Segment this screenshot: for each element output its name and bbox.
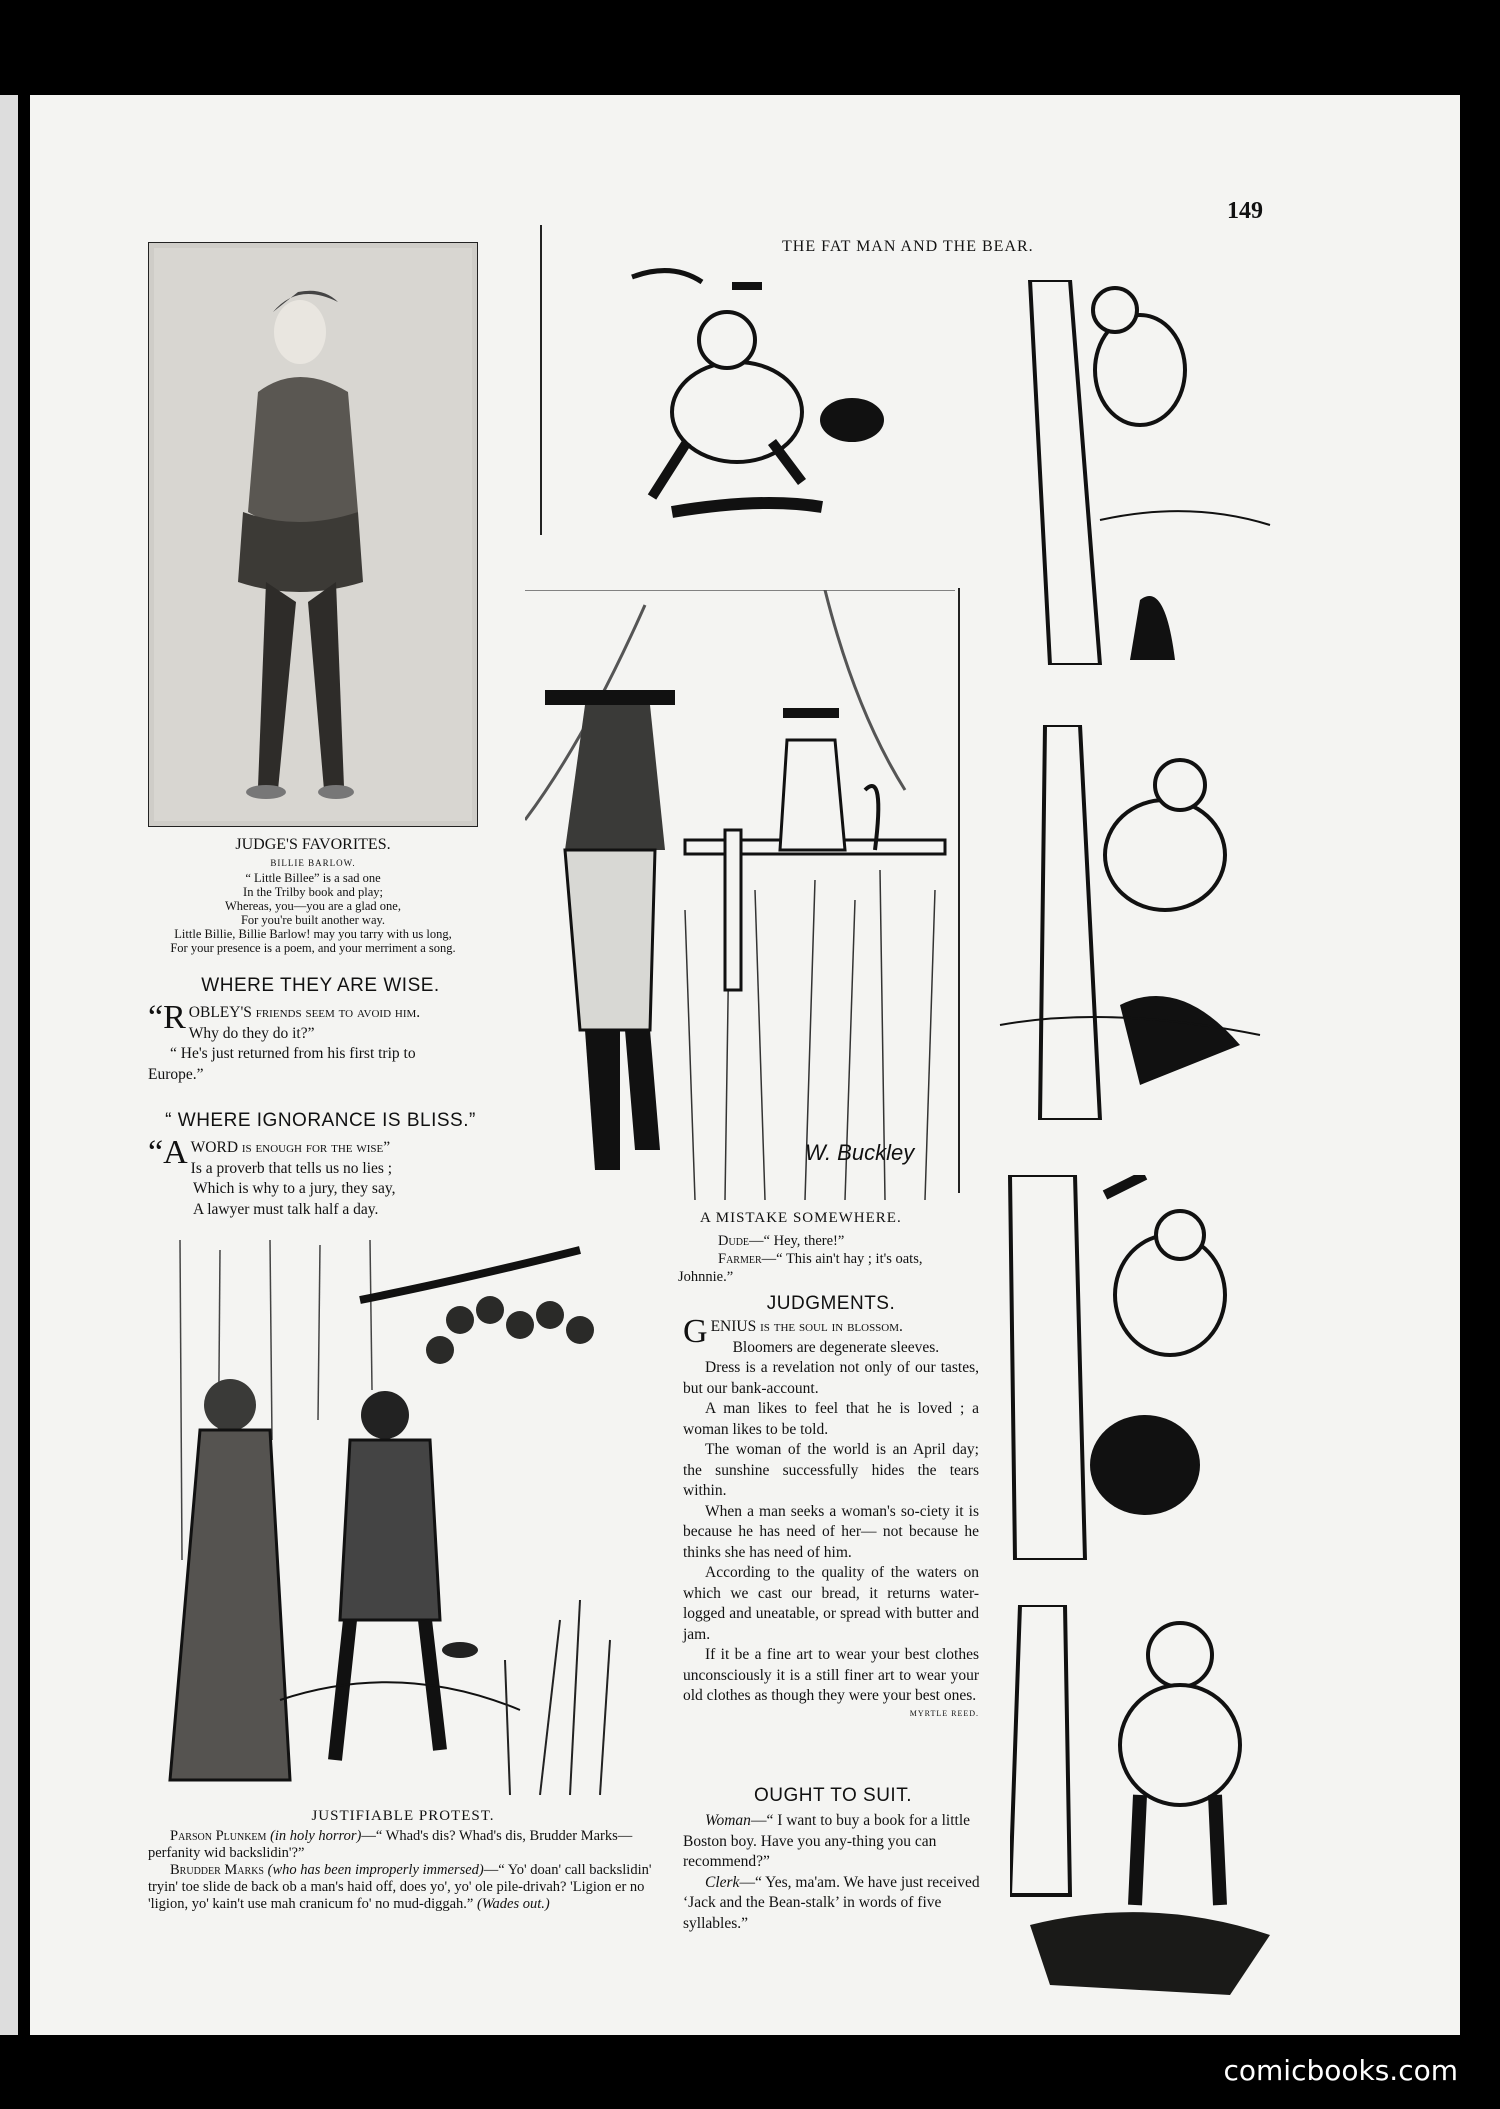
judges-favorites-title: JUDGE'S FAVORITES. [235,836,391,853]
cartoon-series-title: THE FAT MAN AND THE BEAR. [782,238,1034,255]
ought-to-suit [683,1785,983,1934]
drop-cap: G [683,1313,708,1350]
watermark: comicbooks.com [1223,2054,1458,2087]
fat-man-victorious-cartoon [1010,1605,1285,1995]
text-line: Why do they do it?” [188,1024,315,1042]
paragraph: A man likes to feel that he is loved ; a woman likes to be told. [683,1400,979,1438]
speaker-label: Woman [705,1812,751,1829]
poem-line: For you're built another way. [240,913,386,927]
cartoon-caption-title: A MISTAKE SOMEWHERE. [700,1210,902,1226]
dialogue-text: —“ Whad's dis? Whad's dis, Brudder Marks—perfanity wid backslidin'?” [148,1828,633,1861]
text-line: OBLEY'S friends seem to avoid him. [188,1004,421,1021]
speaker-label: Dude [718,1233,750,1249]
poem-line: “ Little Billee” is a sad one [245,871,381,885]
dialogue-text: —“ I want to buy a book for a little Boston boy. Have you any-thing you can recommend?” [683,1812,971,1870]
facing-page-edge [0,95,18,2035]
cartoon-caption-title: JUSTIFIABLE PROTEST. [311,1808,495,1824]
column-rule [958,588,960,1193]
section-heading: JUDGMENTS. [766,1293,896,1314]
verse-line: Is a proverb that tells us no lies ; [190,1159,393,1177]
paragraph: Dress is a revelation not only of our tastes, but our bank-account. [683,1359,979,1397]
fat-man-falling-cartoon [1005,1175,1275,1560]
speaker-label: Clerk [705,1873,740,1891]
speaker-label: Parson Plunkem [170,1828,267,1844]
drop-cap: “A [148,1134,188,1171]
judgments [683,1293,979,1718]
judges-favorites [148,836,478,955]
paragraph: According to the quality of the waters on which we cast our bread, it returns water-logged and uneatable, or spread with butter and jam. [683,1564,979,1643]
paragraph: Bloomers are degenerate sleeves. [732,1338,940,1356]
speaker-label: Brudder Marks [170,1862,264,1878]
column-rule [540,225,542,535]
paragraph: When a man seeks a woman's so-ciety it is because he has need of her— not because he thinks she has need of him. [683,1502,979,1561]
section-heading: “ WHERE IGNORANCE IS BLISS.” [165,1110,476,1131]
poem-line: For your presence is a poem, and your merriment a song. [170,941,456,955]
paragraph: If it be a fine art to wear your best clothes unconsciously it is a still finer art to wear your old clothes as though they were your best ones. [683,1646,979,1704]
fat-man-running-cartoon [612,262,952,522]
poem-line: Whereas, you—you are a glad one, [225,899,401,913]
dialogue-text: —“ This ain't hay ; it's oats, [761,1251,923,1267]
farmer-and-dude-cartoon [525,590,955,1200]
fat-man-slipping-cartoon [990,725,1275,1120]
stage-direction: (in holy horror) [270,1828,362,1844]
dialogue-text: —“ Yo' doan' call backslidin' tryin' toe slide de back ob a man's haid off, does yo', yo' ole pile-drivah? 'Ligion er no 'ligion, yo' kain't use mah cranicum fo' no mud-diggah.” [148,1862,652,1912]
billie-barlow-photo [148,242,478,827]
drop-cap: “R [148,999,186,1036]
judges-favorites-subtitle: BILLIE BARLOW. [270,858,356,868]
dialogue-text: —“ Hey, there!” [749,1233,845,1249]
mistake-somewhere [700,1210,960,1227]
artist-signature: W. Buckley [805,1140,915,1165]
justifiable-protest [148,1808,658,1913]
poem-line: Little Billie, Billie Barlow! may you tarry with us long, [174,927,452,941]
justifiable-protest-cartoon [160,1240,640,1795]
stage-direction: (Wades out.) [476,1896,550,1912]
mistake-dialogue [678,1232,1008,1286]
section-heading: OUGHT TO SUIT. [754,1785,912,1806]
text-line: “ He's just returned from his first trip to [170,1045,416,1062]
paragraph: The woman of the world is an April day; the sunshine successfully hides the tears within. [683,1441,979,1499]
page-number: 149 [1227,198,1263,224]
dialogue-text: Johnnie.” [678,1269,734,1285]
text-line: ENIUS is the soul in blossom. [710,1318,903,1335]
fat-man-climbing-tree-cartoon [990,280,1280,665]
author-credit: MYRTLE REED. [909,1708,979,1718]
where-ignorance-is-bliss [148,1110,493,1220]
section-heading: WHERE THEY ARE WISE. [201,975,440,996]
poem-line: In the Trilby book and play; [243,885,383,899]
where-they-are-wise [148,975,493,1085]
verse-line: Which is why to a jury, they say, [193,1180,396,1197]
stage-direction: (who has been improperly immersed) [267,1862,484,1878]
verse-line: A lawyer must talk half a day. [193,1200,379,1218]
dialogue-text: —“ Yes, ma'am. We have just received ‘Jack and the Bean-stalk’ in words of five syllables.” [683,1873,980,1932]
text-line: Europe.” [148,1065,204,1083]
speaker-label: Farmer [718,1251,762,1267]
verse-line: WORD is enough for the wise” [190,1139,391,1156]
